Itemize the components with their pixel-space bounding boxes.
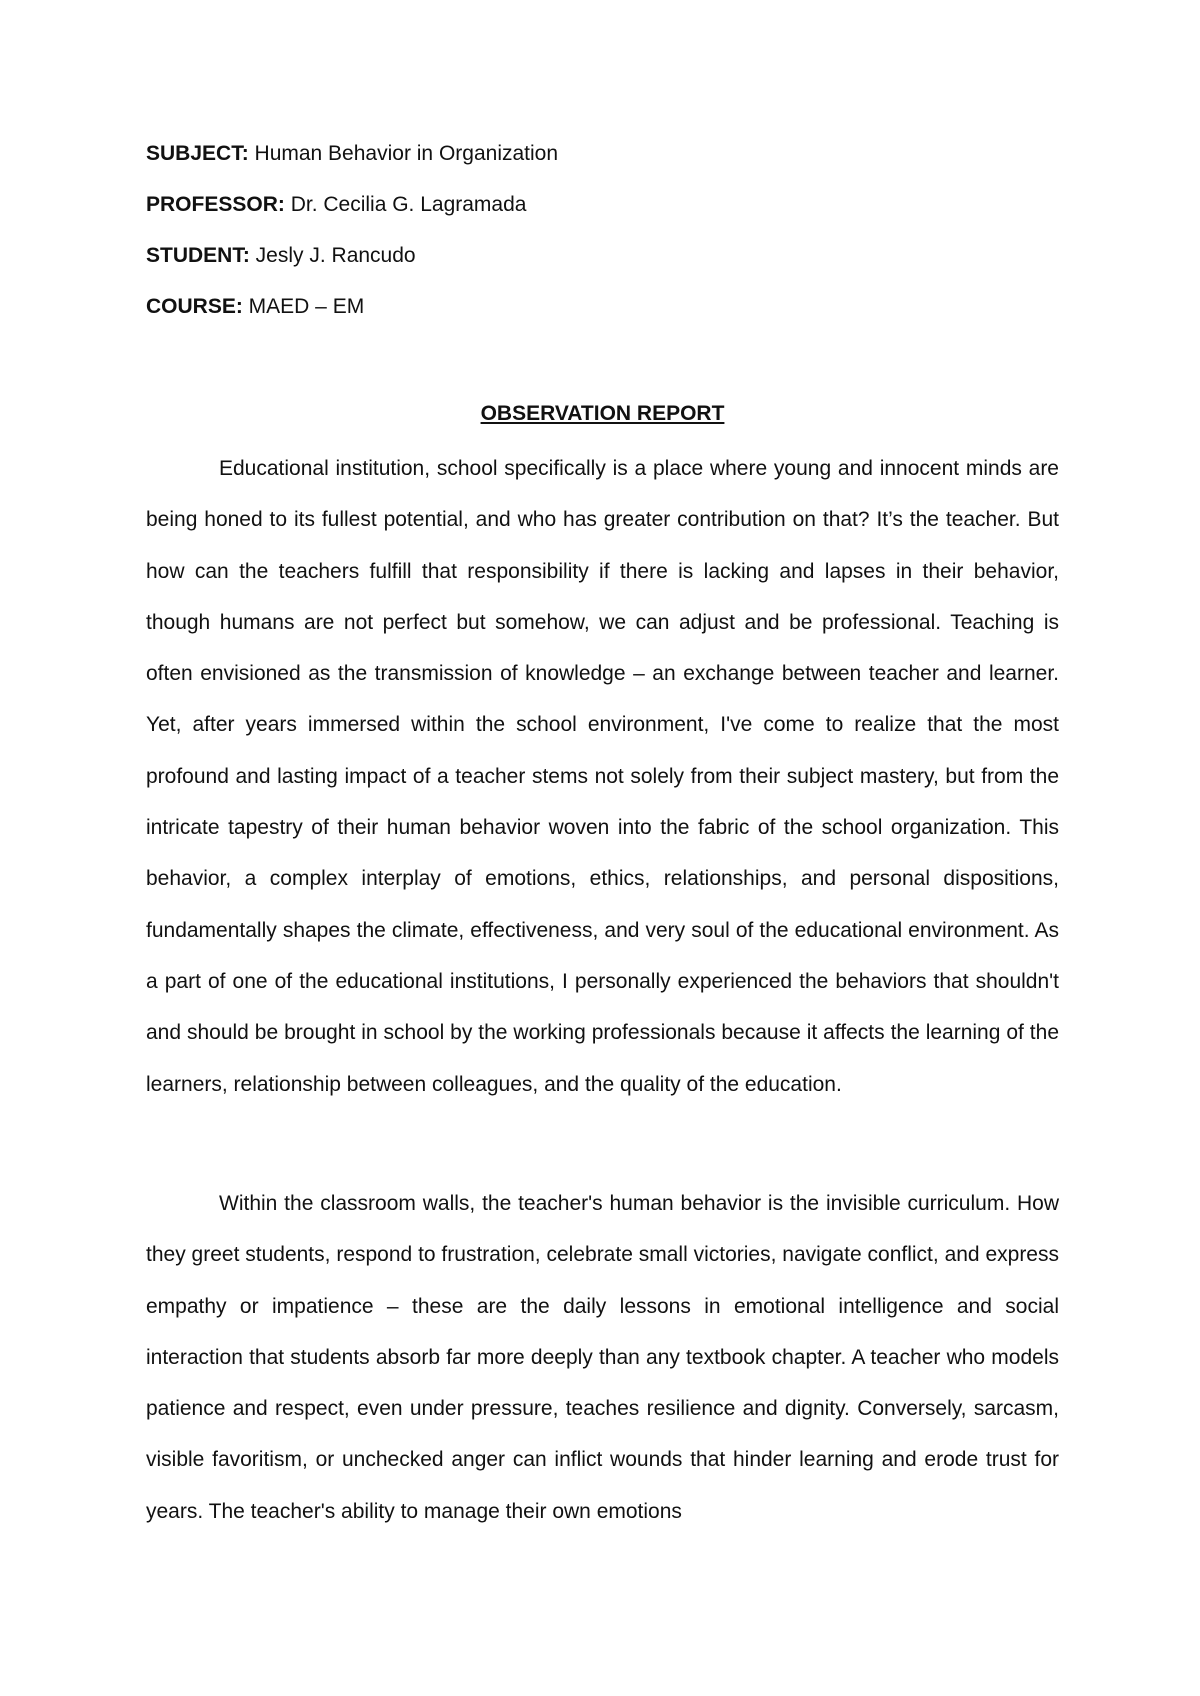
professor-line	[146, 193, 1066, 217]
document-header	[146, 142, 1066, 346]
course-line	[146, 295, 1066, 319]
professor-label: PROFESSOR:	[146, 193, 285, 216]
subject-label: SUBJECT:	[146, 142, 249, 165]
report-title: OBSERVATION REPORT	[480, 402, 725, 425]
subject-line	[146, 142, 1066, 166]
subject-value: Human Behavior in Organization	[248, 142, 559, 165]
body-paragraph: Within the classroom walls, the teacher's human behavior is the invisible curriculum. How they greet students, respond to frustration, celebrate small victories, navigate conflict, and express empathy or impatience – these are the daily lessons in emotional intelligence and social interaction that students absorb far more deeply than any textbook chapter. A teacher who models patience and respect, even under pressure, teaches resilience and dignity. Conversely, sarcasm, visible favoritism, or unchecked anger can inflict wounds that hinder learning and erode trust for years. The teacher's ability to manage their own emotions	[146, 1192, 1059, 1523]
course-label: COURSE:	[146, 295, 243, 318]
student-value: Jesly J. Rancudo	[249, 244, 416, 267]
body-paragraph: Educational institution, school specifically is a place where young and innocent minds are being honed to its fullest potential, and who has greater contribution on that? It’s the teacher. But how can the teachers fulfill that responsibility if there is lacking and lapses in their behavior, though humans are not perfect but somehow, we can adjust and be professional. Teaching is often envisioned as the transmission of knowledge – an exchange between teacher and learner. Yet, after years immersed within the school environment, I've come to realize that the most profound and lasting impact of a teacher stems not solely from their subject mastery, but from the intricate tapestry of their human behavior woven into the fabric of the school organization. This behavior, a complex interplay of emotions, ethics, relationships, and personal dispositions, fundamentally shapes the climate, effectiveness, and very soul of the educational environment. As a part of one of the educational institutions, I personally experienced the behaviors that shouldn't and should be brought in school by the working professionals because it affects the learning of the learners, relationship between colleagues, and the quality of the education.	[146, 457, 1059, 1096]
student-line	[146, 244, 1066, 268]
professor-value: Dr. Cecilia G. Lagramada	[284, 193, 527, 216]
student-label: STUDENT:	[146, 244, 250, 267]
course-value: MAED – EM	[242, 295, 365, 318]
